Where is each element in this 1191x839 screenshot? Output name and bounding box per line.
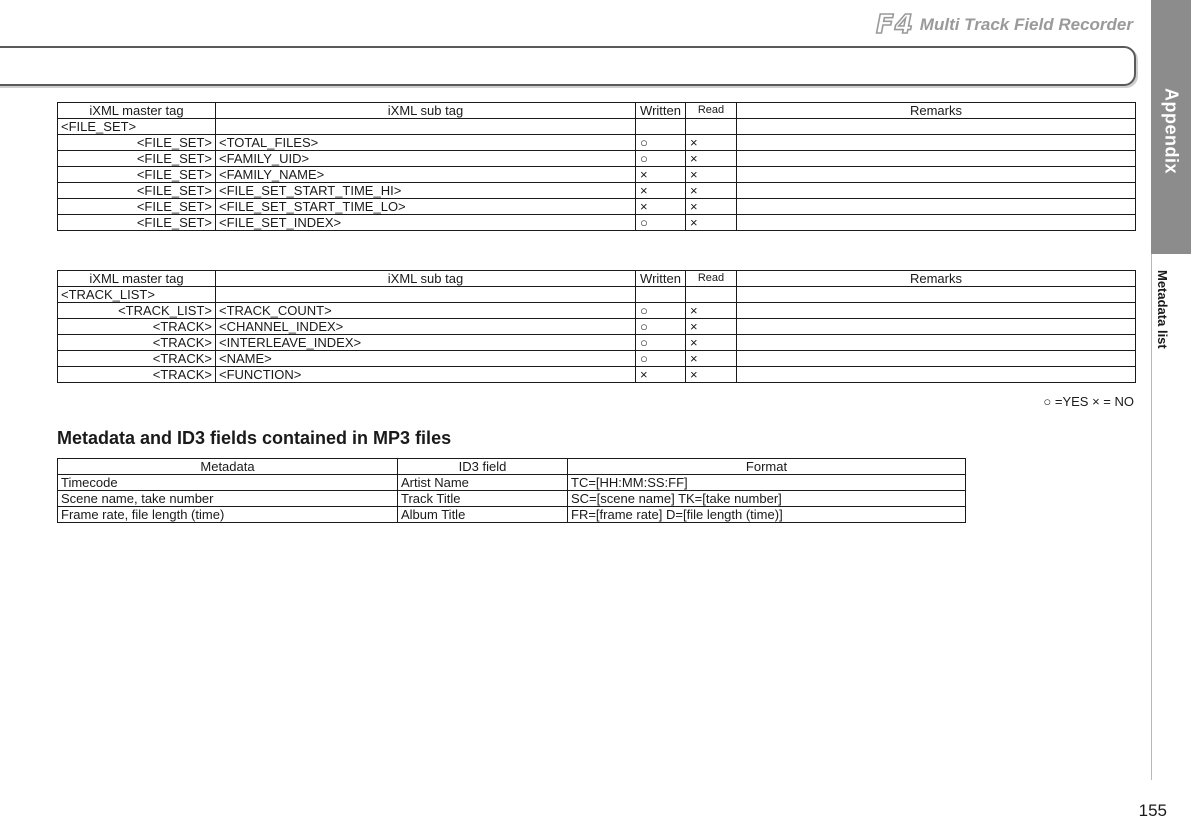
remarks-cell bbox=[737, 303, 1136, 319]
written-cell: ○ bbox=[636, 303, 686, 319]
table-row bbox=[58, 335, 1136, 351]
metadata-cell: Timecode bbox=[58, 475, 398, 491]
read-cell bbox=[686, 119, 737, 135]
table-header-row bbox=[58, 459, 966, 475]
remarks-cell bbox=[737, 319, 1136, 335]
header-metadata: Metadata bbox=[58, 459, 398, 475]
written-cell bbox=[636, 287, 686, 303]
written-cell: × bbox=[636, 167, 686, 183]
read-cell: × bbox=[686, 199, 737, 215]
file-set-table-body bbox=[58, 119, 1136, 231]
header-format: Format bbox=[568, 459, 966, 475]
metadata-cell: Scene name, take number bbox=[58, 491, 398, 507]
sub-tag-cell: <FILE_SET_START_TIME_HI> bbox=[216, 183, 636, 199]
header-read: Read bbox=[686, 103, 737, 119]
written-cell: × bbox=[636, 199, 686, 215]
read-cell: × bbox=[686, 135, 737, 151]
written-cell: ○ bbox=[636, 135, 686, 151]
sub-tag-cell: <FILE_SET_INDEX> bbox=[216, 215, 636, 231]
master-tag-cell: <TRACK> bbox=[58, 367, 216, 383]
written-cell: ○ bbox=[636, 351, 686, 367]
remarks-cell bbox=[737, 287, 1136, 303]
master-tag-cell: <FILE_SET> bbox=[58, 167, 216, 183]
remarks-cell bbox=[737, 119, 1136, 135]
mp3-table-body bbox=[58, 475, 966, 523]
read-cell: × bbox=[686, 303, 737, 319]
read-cell: × bbox=[686, 183, 737, 199]
format-cell: SC=[scene name] TK=[take number] bbox=[568, 491, 966, 507]
read-cell: × bbox=[686, 215, 737, 231]
side-divider bbox=[1151, 254, 1152, 780]
remarks-cell bbox=[737, 335, 1136, 351]
remarks-cell bbox=[737, 367, 1136, 383]
yes-no-legend: ○ =YES × = NO bbox=[1043, 394, 1134, 409]
written-cell: ○ bbox=[636, 151, 686, 167]
master-tag-cell: <FILE_SET> bbox=[58, 183, 216, 199]
read-cell: × bbox=[686, 151, 737, 167]
master-tag-cell: <TRACK> bbox=[58, 319, 216, 335]
header-master-tag: iXML master tag bbox=[58, 271, 216, 287]
format-cell: TC=[HH:MM:SS:FF] bbox=[568, 475, 966, 491]
written-cell: × bbox=[636, 367, 686, 383]
sub-tag-cell: <CHANNEL_INDEX> bbox=[216, 319, 636, 335]
sub-tag-cell bbox=[216, 287, 636, 303]
written-cell bbox=[636, 119, 686, 135]
table-row bbox=[58, 135, 1136, 151]
header-sub-tag: iXML sub tag bbox=[216, 271, 636, 287]
header-written: Written bbox=[636, 103, 686, 119]
sub-tag-cell: <FILE_SET_START_TIME_LO> bbox=[216, 199, 636, 215]
sub-tag-cell: <TOTAL_FILES> bbox=[216, 135, 636, 151]
read-cell: × bbox=[686, 167, 737, 183]
remarks-cell bbox=[737, 135, 1136, 151]
id3-field-cell: Artist Name bbox=[398, 475, 568, 491]
remarks-cell bbox=[737, 183, 1136, 199]
header-sub-tag: iXML sub tag bbox=[216, 103, 636, 119]
sub-tag-cell: <FAMILY_UID> bbox=[216, 151, 636, 167]
master-tag-cell: <TRACK_LIST> bbox=[58, 287, 216, 303]
read-cell: × bbox=[686, 367, 737, 383]
id3-field-cell: Album Title bbox=[398, 507, 568, 523]
product-logo bbox=[876, 10, 1133, 40]
sub-tag-cell: <FUNCTION> bbox=[216, 367, 636, 383]
table-row bbox=[58, 319, 1136, 335]
id3-field-cell: Track Title bbox=[398, 491, 568, 507]
table-row bbox=[58, 303, 1136, 319]
header-read: Read bbox=[686, 271, 737, 287]
table-row bbox=[58, 491, 966, 507]
table-row bbox=[58, 351, 1136, 367]
remarks-cell bbox=[737, 167, 1136, 183]
read-cell bbox=[686, 287, 737, 303]
written-cell: ○ bbox=[636, 319, 686, 335]
table-row bbox=[58, 475, 966, 491]
mp3-section-title: Metadata and ID3 fields contained in MP3 files bbox=[57, 428, 452, 448]
table-row bbox=[58, 119, 1136, 135]
written-cell: ○ bbox=[636, 215, 686, 231]
master-tag-cell: <FILE_SET> bbox=[58, 119, 216, 135]
header-written: Written bbox=[636, 271, 686, 287]
remarks-cell bbox=[737, 151, 1136, 167]
header-id3-field: ID3 field bbox=[398, 459, 568, 475]
table-header-row bbox=[58, 271, 1136, 287]
mp3-metadata-table bbox=[57, 458, 966, 523]
sub-tag-cell: <FAMILY_NAME> bbox=[216, 167, 636, 183]
table-row bbox=[58, 367, 1136, 383]
sub-tag-cell: <TRACK_COUNT> bbox=[216, 303, 636, 319]
header-bar bbox=[0, 46, 1136, 86]
format-cell: FR=[frame rate] D=[file length (time)] bbox=[568, 507, 966, 523]
master-tag-cell: <TRACK> bbox=[58, 351, 216, 367]
master-tag-cell: <FILE_SET> bbox=[58, 199, 216, 215]
read-cell: × bbox=[686, 319, 737, 335]
table-row bbox=[58, 215, 1136, 231]
page-number: 155 bbox=[1138, 801, 1167, 820]
written-cell: × bbox=[636, 183, 686, 199]
header-master-tag: iXML master tag bbox=[58, 103, 216, 119]
remarks-cell bbox=[737, 199, 1136, 215]
written-cell: ○ bbox=[636, 335, 686, 351]
master-tag-cell: <FILE_SET> bbox=[58, 135, 216, 151]
read-cell: × bbox=[686, 335, 737, 351]
master-tag-cell: <FILE_SET> bbox=[58, 215, 216, 231]
appendix-tab-label: Appendix bbox=[1161, 88, 1182, 175]
read-cell: × bbox=[686, 351, 737, 367]
table-row bbox=[58, 167, 1136, 183]
master-tag-cell: <TRACK> bbox=[58, 335, 216, 351]
header-remarks: Remarks bbox=[737, 103, 1136, 119]
f4-logo-mark: F4 bbox=[875, 10, 914, 40]
sub-tag-cell: <INTERLEAVE_INDEX> bbox=[216, 335, 636, 351]
table-row bbox=[58, 507, 966, 523]
table-header-row bbox=[58, 103, 1136, 119]
track-list-table-body bbox=[58, 287, 1136, 383]
section-side-label: Metadata list bbox=[1155, 270, 1170, 349]
master-tag-cell: <TRACK_LIST> bbox=[58, 303, 216, 319]
track-list-table bbox=[57, 270, 1136, 383]
table-row bbox=[58, 183, 1136, 199]
remarks-cell bbox=[737, 351, 1136, 367]
product-name: Multi Track Field Recorder bbox=[919, 15, 1133, 34]
appendix-tab[interactable] bbox=[1151, 0, 1191, 254]
header-remarks: Remarks bbox=[737, 271, 1136, 287]
table-row bbox=[58, 151, 1136, 167]
sub-tag-cell bbox=[216, 119, 636, 135]
metadata-cell: Frame rate, file length (time) bbox=[58, 507, 398, 523]
file-set-table bbox=[57, 102, 1136, 231]
table-row bbox=[58, 199, 1136, 215]
master-tag-cell: <FILE_SET> bbox=[58, 151, 216, 167]
remarks-cell bbox=[737, 215, 1136, 231]
sub-tag-cell: <NAME> bbox=[216, 351, 636, 367]
table-row bbox=[58, 287, 1136, 303]
